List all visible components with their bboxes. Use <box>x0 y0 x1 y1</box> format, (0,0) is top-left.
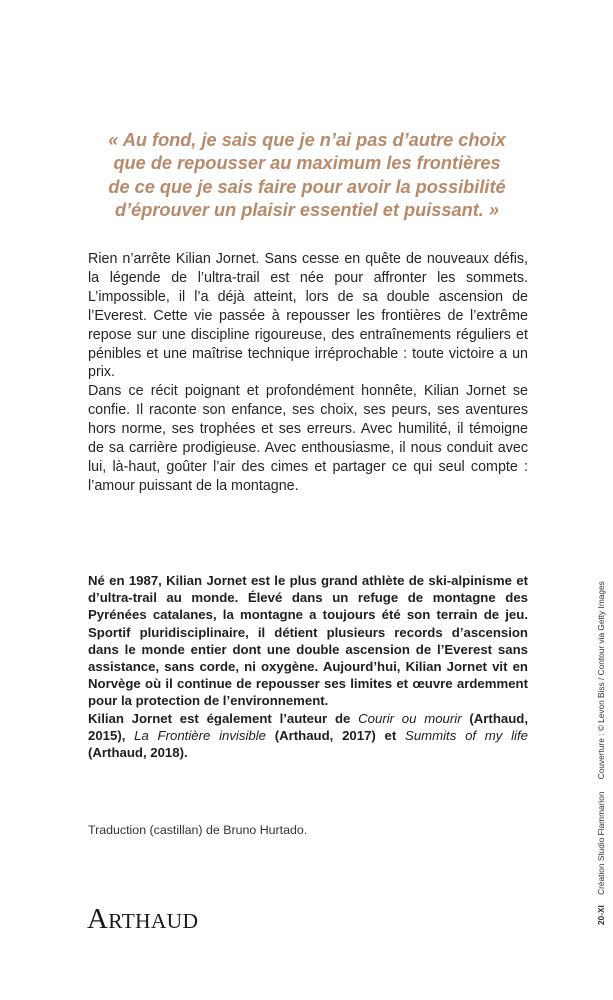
author-bio <box>88 572 528 761</box>
bio-paragraph-books <box>88 710 528 762</box>
translation-credit: Traduction (castillan) de Bruno Hurtado. <box>88 823 308 837</box>
logo-rest: RTHAUD <box>108 909 199 933</box>
book-info: (Arthaud, 2017) et <box>265 727 406 743</box>
quote-line: « Au fond, je sais que je n’ai pas d’autre choix <box>108 130 506 150</box>
bio-books-intro: Kilian Jornet est également l’auteur de <box>88 710 359 726</box>
summary-paragraph: Dans ce récit poignant et profondément honnête, Kilian Jornet se confie. Il raconte son enfance, ses choix, ses peurs, ses aventures hors norme, ses trophées et ses erreurs. Avec humilité, il témoigne de sa carrière prodigieuse. Avec enthousiasme, il nous conduit avec lui, là-haut, goûter l’air des cimes et partager ce qui seul compte : l’amour puissant de la montagne. <box>88 383 528 494</box>
book-info: (Arthaud, 2018). <box>88 745 188 761</box>
publisher-logo <box>87 905 198 934</box>
book-title: Summits of my life <box>405 727 528 743</box>
book-title: Courir ou mourir <box>358 710 462 726</box>
book-info: (Arthaud, 2015), <box>88 710 528 743</box>
quote-line: d’éprouver un plaisir essentiel et puissant. » <box>114 200 500 221</box>
cover-credits <box>596 581 606 925</box>
catalog-code: 20-XI <box>596 905 606 925</box>
book-title: La Frontière invisible <box>134 727 266 743</box>
book-summary <box>88 250 528 496</box>
summary-paragraph: Rien n’arrête Kilian Jornet. Sans cesse en quête de nouveaux défis, la légende de l’ultra-trail est née pour affronter les sommets. L’impossible, il l’a déjà atteint, lors de sa double ascension de l’Everest. Cette vie passée à repousser les frontières de l’extrême repose sur une discipline rigoureuse, des entraînements réguliers et pénibles et une maîtrise technique irréprochable : toute victoire a un prix. <box>88 251 528 381</box>
quote-line: que de repousser au maximum les frontières <box>113 153 501 174</box>
photo-credit: Couverture : © Levon Biss / Contour via Getty Images <box>596 581 606 780</box>
bio-paragraph: Né en 1987, Kilian Jornet est le plus grand athlète de ski-alpinisme et d’ultra-trail au monde. Élevé dans un refuge de montagne des Pyrénées catalanes, la montagne a toujours été son terrain de jeu. Sportif pluridisciplinaire, il détient plusieurs records d’ascension dans le monde entier dont une double ascension de l’Everest sans assistance, sans corde, ni oxygène. Aujourd’hui, Kilian Jornet vit en Norvège où il continue de repousser ses limites et œuvre ardemment pour la protection de l’environnement. <box>88 573 528 709</box>
design-credit: Création Studio Flammarion <box>596 791 606 895</box>
quote-line: de ce que je sais faire pour avoir la possibilité <box>108 176 506 197</box>
logo-initial: A <box>87 903 109 935</box>
pull-quote <box>82 129 532 223</box>
